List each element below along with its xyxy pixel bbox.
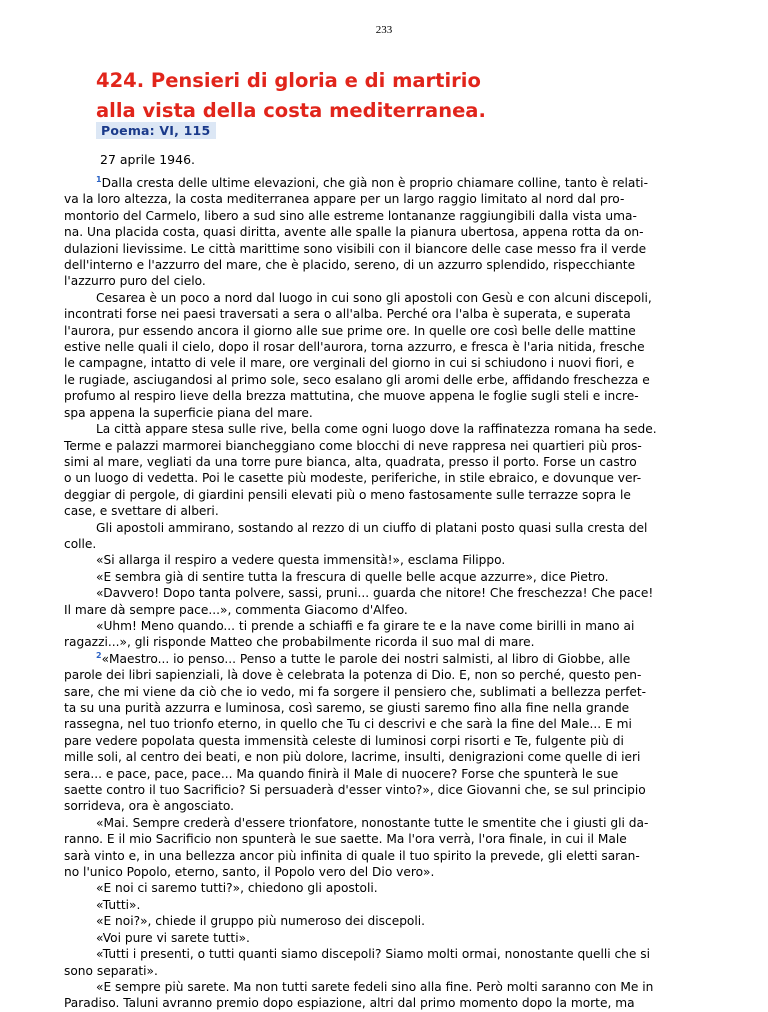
text-line-content: parole dei libri sapienziali, là dove è celebrata la potenza di Dio. E, non so perché, questo pen- [64, 668, 642, 683]
text-line-content: case, e svettare di alberi. [64, 504, 219, 519]
text-line [64, 323, 704, 339]
text-line [64, 749, 704, 765]
text-line [64, 487, 704, 503]
text-line-content: «Uhm! Meno quando... ti prende a schiaffi e fa girare te e la nave come birilli in mano ai [96, 618, 635, 633]
text-line-content: sarà vinto e, in una bellezza ancor più infinita di quale il tuo spirito la prevede, gli eletti saran- [64, 848, 640, 863]
text-line [64, 995, 704, 1011]
text-line [64, 766, 704, 782]
text-line [64, 273, 704, 289]
text-line [64, 963, 704, 979]
text-line [64, 241, 704, 257]
text-line-content: le campagne, intatto di vele il mare, ore verginali del giorno in cui si schiudono i nuovi fiori, e [64, 356, 635, 371]
text-line-content: sorrideva, ora è angosciato. [64, 799, 235, 814]
text-line [64, 634, 704, 650]
text-line [64, 257, 704, 273]
text-line [64, 224, 704, 240]
text-line [64, 700, 704, 716]
text-line-content: «Si allarga il respiro a vedere questa immensità!», esclama Filippo. [96, 553, 506, 568]
text-line-content: «Maestro... io penso... Penso a tutte le parole dei nostri salmisti, al libro di Giobbe, alle [101, 651, 631, 666]
text-line [64, 290, 704, 306]
text-line-content: incontrati forse nei paesi traversati a sera o all'alba. Perché ora l'alba è superata, e superata [64, 307, 631, 322]
text-line [64, 208, 704, 224]
text-line-content: «Tutti». [96, 897, 141, 912]
text-line-content: pare vedere popolata questa immensità celeste di luminosi corpi risorti e Te, fulgente più di [64, 733, 624, 748]
text-line [64, 438, 704, 454]
text-line [64, 930, 704, 946]
text-line-content: dulazioni lievissime. Le città marittime sono visibili con il biancore delle case messo fra il verde [64, 241, 647, 256]
text-line-content: deggiar di pergole, di giardini pensili elevati più o meno fastosamente sulle terrazze sopra le [64, 487, 631, 502]
chapter-title-line-1: 424. Pensieri di gloria e di martirio [96, 69, 481, 92]
text-line-content: «Tutti i presenti, o tutti quanti siamo discepoli? Siamo molti ormai, nonostante quelli che si [96, 947, 651, 962]
text-line [64, 979, 704, 995]
text-line-content: ranno. E il mio Sacrificio non spunterà le sue saette. Ma l'ora verrà, l'ora finale, in cui il Male [64, 832, 627, 847]
text-line [64, 552, 704, 568]
text-line [64, 388, 704, 404]
text-line [64, 372, 704, 388]
text-line [64, 585, 704, 601]
paragraph-note-marker: 2 [96, 650, 102, 660]
text-line [64, 191, 704, 207]
text-line-content: va la loro altezza, la costa mediterranea appare per un largo raggio limitato al nord dal pro- [64, 192, 625, 207]
text-line [64, 618, 704, 634]
text-line-content: «E sembra già di sentire tutta la frescura di quelle belle acque azzurre», dice Pietro. [96, 569, 609, 584]
text-line [64, 175, 704, 191]
text-line-content: «Voi pure vi sarete tutti». [96, 930, 250, 945]
text-line [64, 848, 704, 864]
text-line [64, 520, 704, 536]
text-line-content: Dalla cresta delle ultime elevazioni, che già non è proprio chiamare colline, tanto è relati- [101, 176, 648, 190]
chapter-title-line-2: alla vista della costa mediterranea. [96, 99, 486, 122]
text-line-content: l'aurora, pur essendo ancora il giorno alle sue prime ore. In quelle ore così belle delle mattine [64, 323, 636, 338]
text-line [64, 306, 704, 322]
text-line [64, 798, 704, 814]
text-line-content: sare, che mi viene da ciò che io vedo, mi fa sorgere il pensiero che, sublimati a bellezza perfet- [64, 684, 647, 699]
text-line-content: saette contro il tuo Sacrificio? Si persuaderà d'esser vinto?», dice Giovanni che, se sul principio [64, 783, 646, 798]
text-line [64, 503, 704, 519]
text-line [64, 733, 704, 749]
text-line-content: «E sempre più sarete. Ma non tutti sarete fedeli sino alla fine. Però molti saranno con Me in [96, 979, 654, 994]
text-line-content: «E noi?», chiede il gruppo più numeroso dei discepoli. [96, 914, 426, 929]
text-line-content: na. Una placida costa, quasi diritta, avente alle spalle la pianura ubertosa, appena rotta da on- [64, 225, 644, 240]
text-line [64, 405, 704, 421]
text-line-content: La città appare stesa sulle rive, bella come ogni luogo dove la raffinatezza romana ha sede. [96, 422, 657, 437]
text-line-content: Terme e palazzi marmorei biancheggiano come blocchi di neve rappresa nei quartieri più pros- [64, 438, 642, 453]
text-line-content: le rugiade, asciugandosi al primo sole, seco esalano gli aromi delle erbe, affidando freschezza e [64, 372, 650, 387]
text-line [64, 421, 704, 437]
text-line [64, 782, 704, 798]
text-line [64, 946, 704, 962]
text-line [64, 667, 704, 683]
text-line-content: sera... e pace, pace, pace... Ma quando finirà il Male di nuocere? Forse che spunterà le sue [64, 766, 619, 781]
text-line [64, 470, 704, 486]
text-line-content: «Davvero! Dopo tanta polvere, sassi, pruni... guarda che nitore! Che freschezza! Che pace! [96, 586, 654, 601]
text-line-content: Gli apostoli ammirano, sostando al rezzo di un ciuffo di platani posto quasi sulla cresta del [96, 520, 648, 535]
text-line-content: spa appena la superficie piana del mare. [64, 405, 313, 420]
text-line-content: sono separati». [64, 963, 158, 978]
text-line-content: o un luogo di vedetta. Poi le casette più modeste, periferiche, in stile ebraico, e dovunque ver- [64, 471, 642, 486]
text-line-content: Cesarea è un poco a nord dal luogo in cui sono gli apostoli con Gesù e con alcuni discepoli, [96, 290, 652, 305]
text-line [64, 864, 704, 880]
page-number: 233 [375, 24, 393, 36]
text-line [64, 880, 704, 896]
text-line [64, 716, 704, 732]
text-line-content: ta su una purità azzurra e luminosa, così saremo, se giusti saremo fino alla fine nella grande [64, 701, 630, 715]
text-line [64, 339, 704, 355]
text-line-content: rassegna, nel tuo trionfo eterno, in quello che Tu ci descrivi e che sarà la fine del Male... E mi [64, 717, 632, 732]
text-line-content: montorio del Carmelo, libero a sud sino alle estreme lontananze raggiungibili dalla vista uma- [64, 208, 637, 223]
text-line-content: profumo al respiro lieve della brezza mattutina, che muove appena le foglie sugli steli e incre- [64, 389, 639, 404]
text-line [64, 355, 704, 371]
text-line-content: Paradiso. Taluni avranno premio dopo espiazione, altri dal primo momento dopo la morte, ma [64, 996, 635, 1011]
text-line-content: estive nelle quali il cielo, dopo il rosar dell'aurora, torna azzurro, e fresca è l'aria nitida, fresche [64, 340, 645, 355]
text-line-content: mille soli, al centro dei beati, e non più dolore, lacrime, insulti, denigrazioni come quelle di ieri [64, 750, 641, 765]
text-line-content: l'azzurro puro del cielo. [64, 274, 206, 289]
text-line [64, 831, 704, 847]
text-line-content: «Mai. Sempre crederà d'essere trionfatore, nonostante tutte le smentite che i giusti gli da- [96, 815, 649, 830]
chapter-body [64, 175, 704, 1012]
text-line-content: Il mare dà sempre pace...», commenta Giacomo d'Alfeo. [64, 602, 408, 617]
text-line-content: ragazzi...», gli risponde Matteo che probabilmente ricorda il suo mal di mare. [64, 635, 535, 650]
text-line [64, 602, 704, 618]
text-line-content: dell'interno e l'azzurro del mare, che è placido, sereno, di un azzurro splendido, rispecchiante [64, 258, 636, 273]
text-line [64, 913, 704, 929]
text-line [64, 684, 704, 700]
text-line [64, 651, 704, 667]
text-line [64, 569, 704, 585]
text-line [64, 536, 704, 552]
text-line [64, 454, 704, 470]
chapter-title [96, 66, 486, 126]
text-line [64, 897, 704, 913]
text-line [64, 815, 704, 831]
paragraph-note-marker: 1 [96, 175, 102, 184]
text-line-content: simi al mare, vegliati da una torre pure bianca, alta, quadrata, presso il porto. Forse un castro [64, 454, 637, 469]
text-line-content: colle. [64, 536, 97, 551]
text-line-content: no l'unico Popolo, eterno, santo, il Popolo vero del Dio vero». [64, 865, 435, 880]
poema-reference: Poema: VI, 115 [96, 122, 216, 139]
text-line-content: «E noi ci saremo tutti?», chiedono gli apostoli. [96, 881, 378, 896]
chapter-date: 27 aprile 1946. [100, 152, 196, 167]
